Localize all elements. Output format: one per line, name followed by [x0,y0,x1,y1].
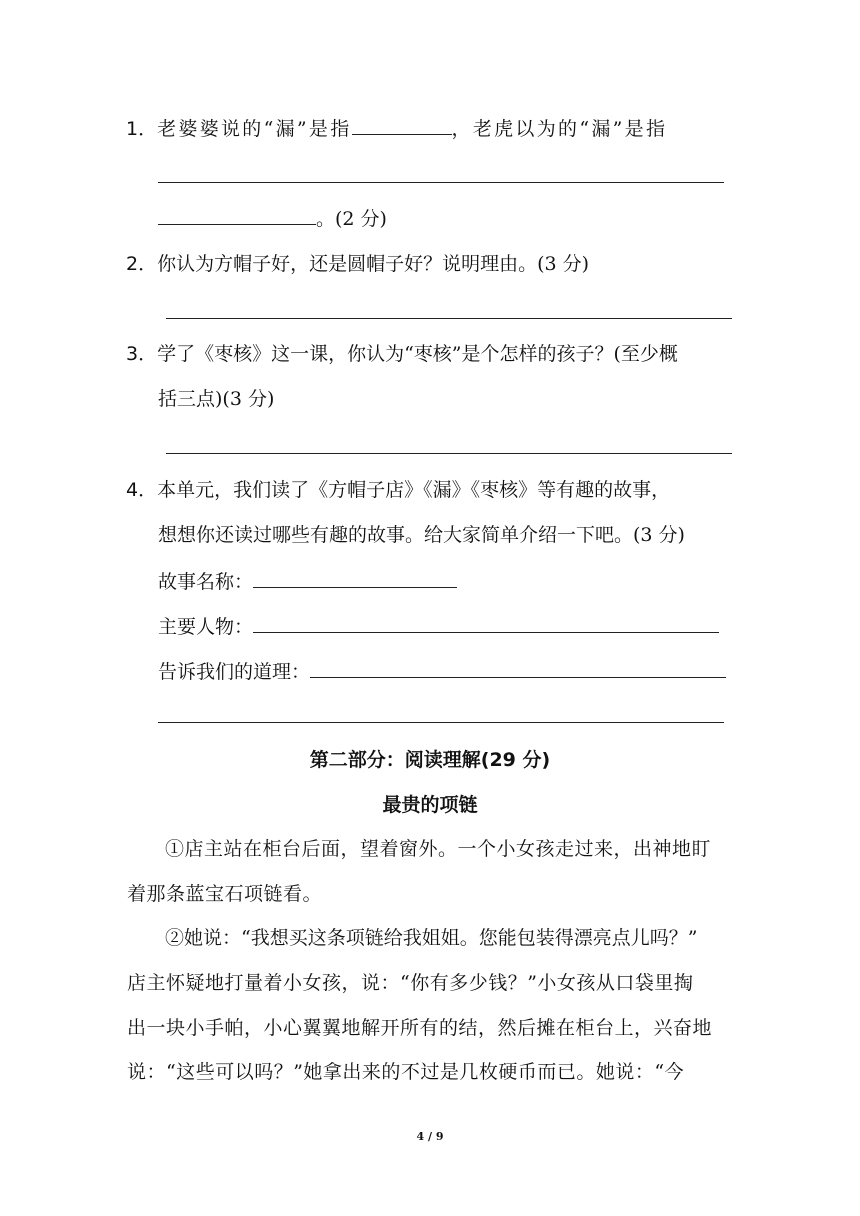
question-1-line-1 [126,114,667,143]
page-number: 4 / 9 [416,1130,444,1143]
section-title: 第二部分：阅读理解(29 分) [309,749,551,771]
field-label: 故事名称： [158,571,254,593]
moral-field [158,657,726,686]
question-text: 想想你还读过哪些有趣的故事。给大家简单介绍一下吧。(3 分) [158,524,685,546]
question-text: 老婆婆说的“漏”是指 [157,118,352,140]
question-number: 2． [126,253,158,275]
paragraph-1-line-1: ①店主站在柜台后面，望着窗外。一个小女孩走过来，出神地盯 [165,838,712,860]
question-text: 学了《枣核》这一课，你认为“枣核”是个怎样的孩子？(至少概 [157,343,678,365]
question-2 [126,250,589,278]
main-characters-blank[interactable] [253,612,719,633]
answer-line[interactable] [158,182,724,183]
paragraph-2-line-1: ②她说：“我想买这条项链给我姐姐。您能包装得漂亮点儿吗？” [165,927,698,949]
answer-blank[interactable] [158,204,316,225]
question-text: 你认为方帽子好，还是圆帽子好？说明理由。(3 分) [157,253,590,275]
question-1-line-3 [158,204,387,233]
question-4-line-2 [158,521,685,549]
paragraph-2-line-4: 说：“这些可以吗？”她拿出来的不过是几枚硬币而已。她说：“今 [127,1061,685,1083]
field-label: 主要人物： [158,616,254,638]
paragraph-2-line-2: 店主怀疑地打量着小女孩，说：“你有多少钱？”小女孩从口袋里掏 [127,972,694,994]
main-characters-field [158,612,719,641]
story-title: 最贵的项链 [382,794,478,816]
question-number: 4． [126,479,158,501]
question-text: 本单元，我们读了《方帽子店》《漏》《枣核》等有趣的故事， [157,479,671,501]
answer-line[interactable] [166,318,732,319]
question-3-line-1 [126,340,678,368]
question-text: 。(2 分) [316,208,387,230]
question-3-line-2 [158,385,274,413]
question-text: 括三点)(3 分) [158,388,275,410]
story-name-field [158,567,457,596]
paragraph-1-line-2: 着那条蓝宝石项链看。 [127,883,323,905]
question-text: ，老虎以为的“漏”是指 [451,118,668,140]
story-name-blank[interactable] [253,567,457,588]
paragraph-2-line-3: 出一块小手帕，小心翼翼地解开所有的结，然后摊在柜台上，兴奋地 [127,1017,713,1039]
answer-line[interactable] [166,453,732,454]
moral-blank[interactable] [310,657,726,678]
question-number: 1． [126,118,158,140]
question-number: 3． [126,343,158,365]
answer-line[interactable] [158,722,724,723]
question-4-line-1 [126,476,670,504]
field-label: 告诉我们的道理： [158,661,311,683]
answer-blank[interactable] [352,114,452,135]
